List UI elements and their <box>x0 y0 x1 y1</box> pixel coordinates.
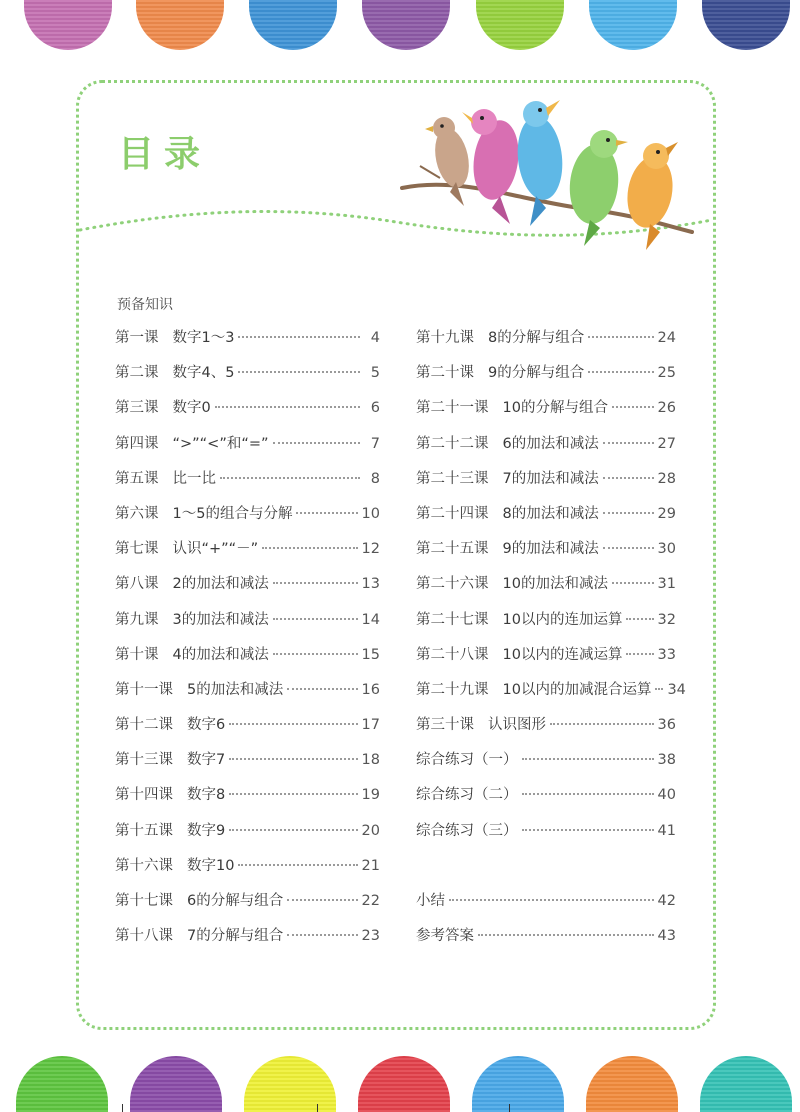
toc-dot-leader <box>478 934 654 936</box>
toc-topic: 10的加法和减法 <box>502 576 608 593</box>
toc-dot-leader <box>229 723 357 725</box>
toc-lesson: 第八课 <box>115 576 159 593</box>
toc-dot-leader <box>296 512 357 514</box>
toc-topic: 数字8 <box>187 787 226 804</box>
toc-page-number: 5 <box>370 365 380 382</box>
toc-page-number: 12 <box>361 541 380 558</box>
toc-topic: 数字9 <box>187 822 226 839</box>
toc-lesson: 第二十八课 <box>416 646 489 663</box>
toc-entry <box>115 854 380 889</box>
toc-page-number: 27 <box>657 435 676 452</box>
toc-entry <box>115 608 380 643</box>
toc-left-column <box>115 326 380 959</box>
toc-entry <box>115 467 380 502</box>
toc-dot-leader <box>287 934 357 936</box>
toc-entry <box>115 396 380 431</box>
toc-topic: 7的加法和减法 <box>502 470 599 487</box>
toc-topic: 数字7 <box>187 752 226 769</box>
toc-page-number: 24 <box>657 330 676 346</box>
toc-topic: 8的分解与组合 <box>488 330 585 346</box>
toc-lesson: 第十八课 <box>115 928 173 945</box>
toc-dot-leader <box>522 829 654 831</box>
toc-right-column <box>416 326 686 959</box>
toc-topic: 7的分解与组合 <box>187 928 284 945</box>
toc-dot-leader <box>449 899 654 901</box>
toc-topic: 数字6 <box>187 717 226 734</box>
toc-page-number: 20 <box>361 822 380 839</box>
toc-topic: 2的加法和减法 <box>172 576 269 593</box>
toc-entry <box>416 713 676 748</box>
toc-entry <box>416 396 676 431</box>
toc-entry <box>115 713 380 748</box>
toc-lesson: 第二课 <box>115 365 159 382</box>
top-semicircle <box>249 0 337 50</box>
toc-topic: 4的加法和减法 <box>172 646 269 663</box>
toc-dot-leader <box>238 336 360 338</box>
bottom-semicircle <box>16 1056 108 1112</box>
toc-lesson: 第二十六课 <box>416 576 489 593</box>
toc-dot-leader <box>220 477 360 479</box>
toc-topic: 8的加法和减法 <box>502 505 599 522</box>
toc-dot-leader <box>262 547 357 549</box>
toc-page-number: 32 <box>657 611 676 628</box>
toc-lesson: 第九课 <box>115 611 159 628</box>
toc-page-number: 40 <box>657 787 676 804</box>
toc-lesson: 第十三课 <box>115 752 173 769</box>
toc-page-number: 25 <box>657 365 676 382</box>
bottom-semicircle <box>700 1056 792 1112</box>
toc-page-number: 34 <box>667 681 686 698</box>
top-semicircle <box>136 0 224 50</box>
toc-page-number: 17 <box>361 717 380 734</box>
toc-page-number: 18 <box>361 752 380 769</box>
toc-page-number: 22 <box>361 893 380 909</box>
toc-lesson: 第十六课 <box>115 857 173 874</box>
toc-dot-leader <box>588 336 653 338</box>
toc-dot-leader <box>550 723 654 725</box>
toc-entry <box>416 361 676 396</box>
toc-page-number: 38 <box>657 752 676 769</box>
blue-bird-icon <box>514 100 567 226</box>
brown-bird-icon <box>425 117 474 206</box>
toc-entry <box>115 502 380 537</box>
toc-dot-leader <box>287 688 357 690</box>
toc-dot-leader <box>603 477 654 479</box>
toc-page-number: 23 <box>361 928 380 945</box>
toc-dot-leader <box>603 547 654 549</box>
toc-page-number: 28 <box>657 470 676 487</box>
toc-page-number: 16 <box>361 681 380 698</box>
toc-page-number: 6 <box>370 400 380 417</box>
toc-dot-leader <box>612 406 654 408</box>
toc-topic: 10以内的连减运算 <box>502 646 623 663</box>
toc-topic: 1～5的组合与分解 <box>172 505 293 522</box>
toc-entry <box>416 783 676 818</box>
toc-page-number: 29 <box>657 505 676 522</box>
toc-page-number: 10 <box>361 505 380 522</box>
toc-entry <box>416 572 676 607</box>
toc-entry <box>416 608 676 643</box>
toc-entry <box>416 502 676 537</box>
toc-page-number: 21 <box>361 857 380 874</box>
toc-dot-leader <box>238 371 360 373</box>
toc-topic: 10以内的连加运算 <box>502 611 623 628</box>
toc-entry <box>416 889 676 924</box>
toc-page-number: 31 <box>657 576 676 593</box>
toc-dot-leader <box>287 899 357 901</box>
toc-lesson: 第十课 <box>115 646 159 663</box>
bottom-semicircle <box>244 1056 336 1112</box>
toc-page-number: 36 <box>657 717 676 734</box>
toc-dot-leader <box>522 793 654 795</box>
top-semicircle <box>702 0 790 50</box>
toc-entry <box>416 678 686 713</box>
toc-dot-leader <box>229 829 357 831</box>
toc-topic: 6的加法和减法 <box>502 435 599 452</box>
toc-topic: 认识图形 <box>488 717 546 734</box>
toc-page-number: 14 <box>361 611 380 628</box>
toc-page-number: 15 <box>361 646 380 663</box>
top-semicircle <box>362 0 450 50</box>
toc-topic: 数字1～3 <box>172 330 235 346</box>
toc-page-number: 43 <box>657 928 676 945</box>
toc-lesson: 第二十四课 <box>416 505 489 522</box>
toc-lesson: 第二十九课 <box>416 681 489 698</box>
toc-entry <box>115 326 380 361</box>
bottom-semicircle <box>130 1056 222 1112</box>
toc-topic: 10以内的加减混合运算 <box>502 681 652 698</box>
toc-entry <box>115 432 380 467</box>
toc-lesson: 第七课 <box>115 541 159 558</box>
toc-entry <box>115 924 380 959</box>
crop-mark <box>122 1104 123 1112</box>
toc-lesson: 第二十二课 <box>416 435 489 452</box>
toc-lesson: 第三课 <box>115 400 159 417</box>
toc-entry <box>115 361 380 396</box>
toc-page-number: 33 <box>657 646 676 663</box>
toc-entry <box>115 643 380 678</box>
toc-topic: 比一比 <box>172 470 216 487</box>
toc-dot-leader <box>626 618 653 620</box>
toc-topic: 10的分解与组合 <box>502 400 608 417</box>
toc-entry <box>115 748 380 783</box>
crop-mark <box>317 1104 318 1112</box>
toc-dot-leader <box>238 864 357 866</box>
toc-page-number: 30 <box>657 541 676 558</box>
section-label-preparatory: 预备知识 <box>117 297 173 313</box>
toc-topic: 9的分解与组合 <box>488 365 585 382</box>
toc-entry <box>416 643 676 678</box>
toc-topic: 9的加法和减法 <box>502 541 599 558</box>
toc-lesson: 第一课 <box>115 330 159 346</box>
bottom-semicircle <box>586 1056 678 1112</box>
orange-bird-icon <box>622 142 678 250</box>
toc-entry <box>115 572 380 607</box>
toc-page-number: 7 <box>370 435 380 452</box>
toc-topic: “>”“<”和“=” <box>172 435 269 452</box>
toc-page-number: 41 <box>657 822 676 839</box>
toc-page-number: 13 <box>361 576 380 593</box>
green-bird-icon <box>566 130 628 246</box>
toc-dot-leader <box>522 758 654 760</box>
toc-dot-leader <box>612 582 654 584</box>
bottom-semicircle <box>472 1056 564 1112</box>
top-semicircle <box>476 0 564 50</box>
toc-dot-leader <box>215 406 360 408</box>
toc-entry <box>416 537 676 572</box>
toc-lesson: 第二十三课 <box>416 470 489 487</box>
toc-lesson: 第二十一课 <box>416 400 489 417</box>
birds-illustration <box>400 96 700 256</box>
toc-page-number: 26 <box>657 400 676 417</box>
toc-lesson: 第十七课 <box>115 893 173 909</box>
toc-topic: 数字4、5 <box>172 365 235 382</box>
toc-page-number: 42 <box>657 893 676 909</box>
page-title: 目录 <box>118 134 211 175</box>
toc-entry <box>416 326 676 361</box>
toc-topic: 5的加法和减法 <box>187 681 284 698</box>
toc-dot-leader <box>588 371 653 373</box>
toc-dot-leader <box>603 512 654 514</box>
toc-dot-leader <box>273 442 360 444</box>
toc-lesson: 第十九课 <box>416 330 474 346</box>
toc-entry <box>416 819 676 854</box>
toc-lesson: 第六课 <box>115 505 159 522</box>
toc-entry <box>416 924 676 959</box>
toc-lesson: 第二十课 <box>416 365 474 382</box>
toc-lesson: 综合练习（一） <box>416 752 518 769</box>
toc-page-number: 4 <box>370 330 380 346</box>
toc-lesson: 小结 <box>416 893 445 909</box>
toc-lesson: 参考答案 <box>416 928 474 945</box>
toc-dot-leader <box>655 688 663 690</box>
toc-lesson: 第十五课 <box>115 822 173 839</box>
toc-lesson: 综合练习（二） <box>416 787 518 804</box>
toc-lesson: 第十四课 <box>115 787 173 804</box>
toc-topic: 3的加法和减法 <box>172 611 269 628</box>
bottom-semicircle <box>358 1056 450 1112</box>
crop-mark <box>509 1104 510 1112</box>
pink-bird-icon <box>462 109 523 224</box>
toc-dot-leader <box>229 758 357 760</box>
toc-dot-leader <box>626 653 653 655</box>
toc-topic: 数字10 <box>187 857 235 874</box>
toc-lesson: 第十一课 <box>115 681 173 698</box>
toc-page-number: 8 <box>370 470 380 487</box>
toc-entry <box>416 432 676 467</box>
toc-page-number: 19 <box>361 787 380 804</box>
toc-entry <box>115 783 380 818</box>
top-semicircle <box>24 0 112 50</box>
toc-dot-leader <box>273 582 358 584</box>
toc-topic: 6的分解与组合 <box>187 893 284 909</box>
toc-lesson: 第二十七课 <box>416 611 489 628</box>
toc-dot-leader <box>603 442 654 444</box>
toc-lesson: 第二十五课 <box>416 541 489 558</box>
toc-dot-leader <box>229 793 357 795</box>
toc-lesson: 第四课 <box>115 435 159 452</box>
toc-dot-leader <box>273 618 358 620</box>
toc-lesson: 第五课 <box>115 470 159 487</box>
toc-entry <box>115 537 380 572</box>
toc-lesson: 第三十课 <box>416 717 474 734</box>
top-semicircle <box>589 0 677 50</box>
toc-entry <box>115 678 380 713</box>
toc-lesson: 综合练习（三） <box>416 822 518 839</box>
toc-entry <box>416 748 676 783</box>
toc-entry <box>416 467 676 502</box>
toc-entry <box>115 819 380 854</box>
toc-lesson: 第十二课 <box>115 717 173 734</box>
toc-dot-leader <box>273 653 358 655</box>
toc-topic: 认识“+”“－” <box>172 541 259 558</box>
toc-entry <box>115 889 380 924</box>
toc-topic: 数字0 <box>172 400 211 417</box>
